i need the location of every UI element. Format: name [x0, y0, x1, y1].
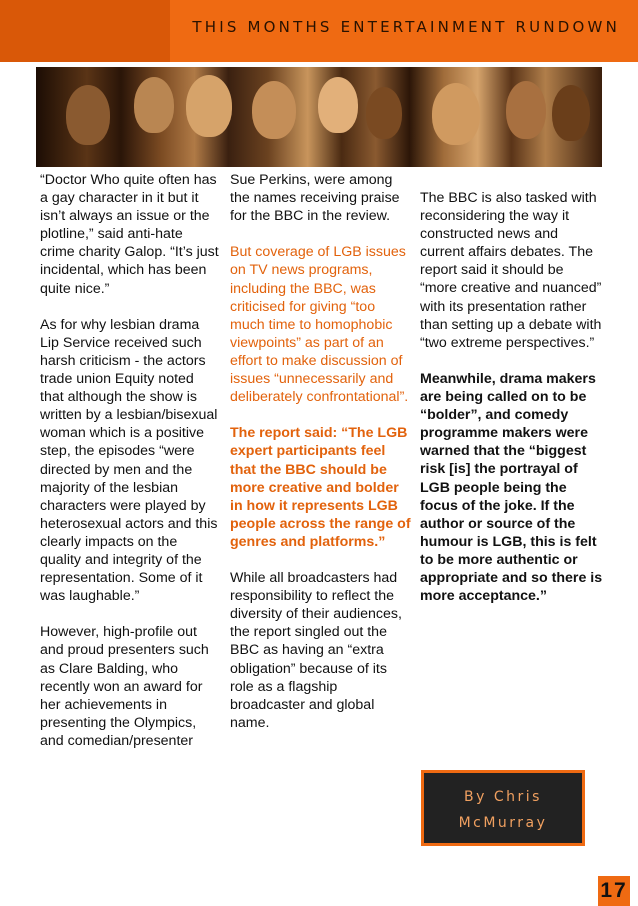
- byline-box: [421, 770, 585, 846]
- paragraph: “Doctor Who quite often has a gay character in it but it isn’t always an issue or the plotline,” said anti-hate crime charity Galop. “It’s just incidental, which has been quite nice.”: [40, 172, 219, 297]
- highlighted-quote: The report said: “The LGB expert participants feel that the BBC should be more creative and bolder in how it represents LGB people across the range of genres and platforms.”: [230, 425, 411, 550]
- photo-face: [134, 77, 174, 133]
- photo-face: [252, 81, 296, 139]
- bold-paragraph: Meanwhile, drama makers are being called on to be “bolder”, and comedy programme makers were warned that the “biggest risk [is] the portrayal of LGB people being the focus of the joke. If the author or source of the humour is LGB, this is felt to be more authentic or appropriate and so there is more acceptance.”: [420, 370, 603, 605]
- byline-line2: McMurray: [458, 815, 548, 831]
- page-number: 17: [598, 876, 630, 906]
- paragraph: Sue Perkins, were among the names receiving praise for the BBC in the review.: [230, 172, 400, 225]
- paragraph: As for why lesbian drama Lip Service received such harsh criticism - the actors trade union Equity noted that although the show is written by a lesbian/bisexual woman which is a positive step, the episodes “were directed by men and the majority of the lesbian characters were played by heterosexual actors and this clearly impacts on the quality and integrity of the representation. Some of it was laughable.”: [40, 316, 218, 605]
- photo-collage: [36, 67, 602, 167]
- photo-face: [506, 81, 546, 139]
- article-column-right: [420, 189, 604, 623]
- photo-face: [66, 85, 110, 145]
- byline-line1: By Chris: [464, 789, 542, 805]
- highlighted-paragraph: But coverage of LGB issues on TV news programs, including the BBC, was criticised for giving “too much time to homophobic viewpoints” as part of an effort to make discussion of issues “unnecessarily and deliberately confrontational”.: [230, 244, 409, 406]
- paragraph: While all broadcasters had responsibility to reflect the diversity of their audiences, the report singled out the BBC as having an “extra obligation” because of its role as a flagship broadcaster and global name.: [230, 570, 402, 731]
- section-title: THIS MONTHS ENTERTAINMENT RUNDOWN: [192, 18, 620, 36]
- photo-face: [552, 85, 590, 141]
- paragraph: However, high-profile out and proud presenters such as Clare Balding, who recently won an award for her achievements in presenting the Olympics, and comedian/presenter: [40, 624, 209, 749]
- photo-face: [318, 77, 358, 133]
- photo-face: [432, 83, 480, 145]
- paragraph: The BBC is also tasked with reconsidering the way it constructed news and current affairs debates. The report said it should be “more creative and nuanced” with its presentation rather than setting up a debate with “two extreme perspectives.”: [420, 190, 602, 351]
- photo-face: [366, 87, 402, 139]
- article-column-left: [40, 171, 220, 768]
- photo-face: [186, 75, 232, 137]
- header-bar: [0, 0, 638, 62]
- header-accent-strip: [0, 0, 170, 62]
- article-column-middle: [230, 171, 412, 750]
